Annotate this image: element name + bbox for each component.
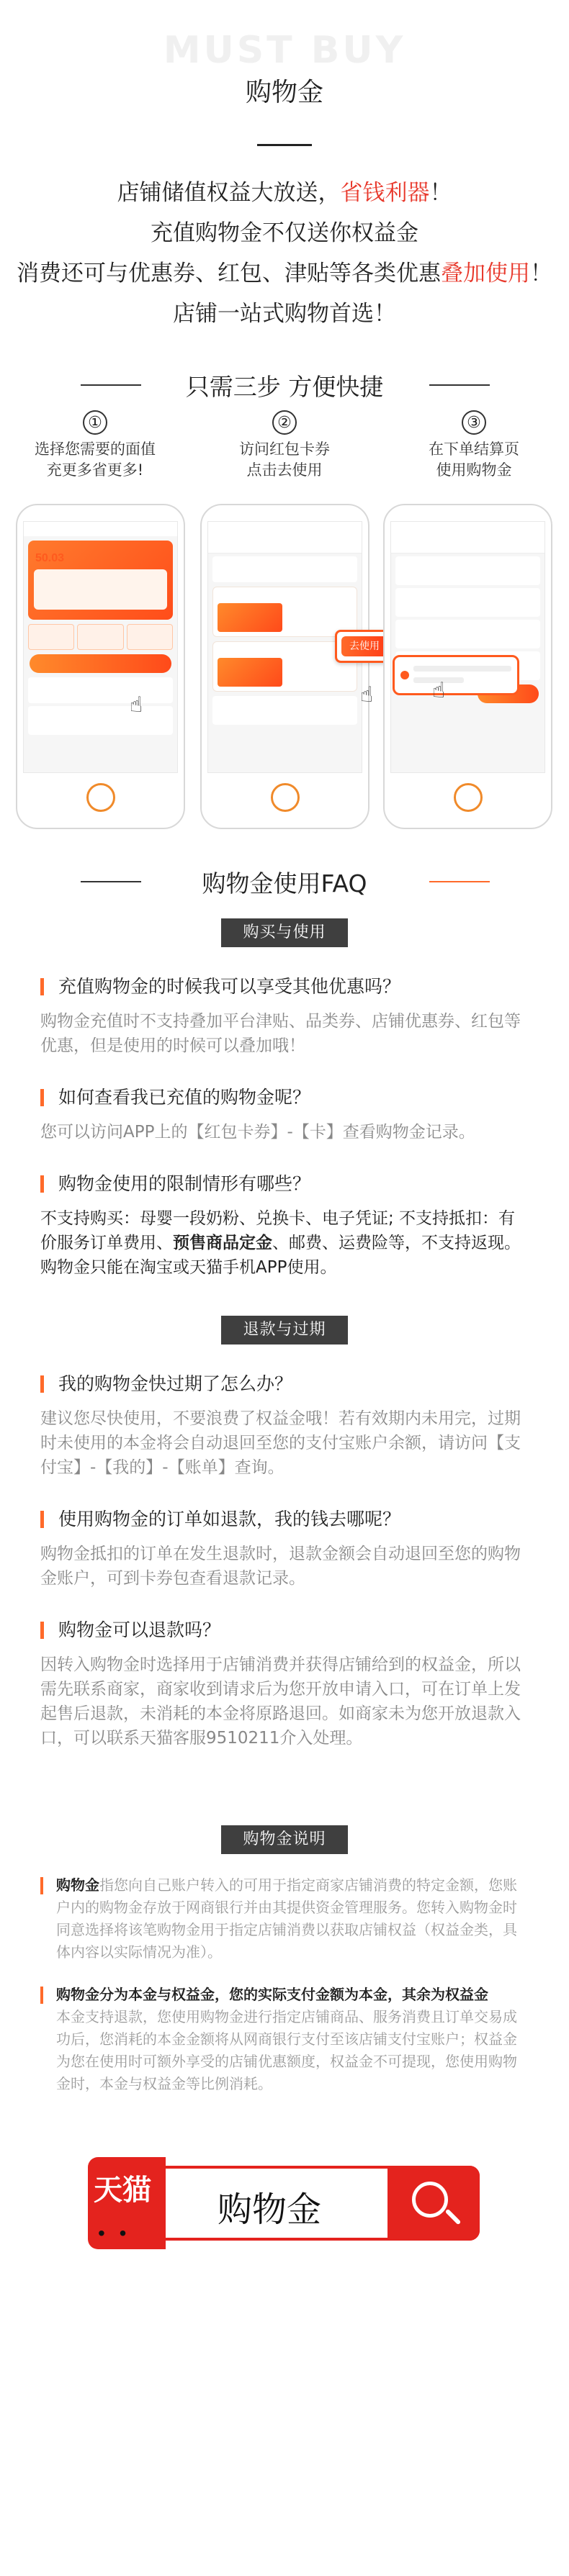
amount-options <box>28 624 173 650</box>
phone-mockup-1 <box>16 504 185 829</box>
home-button-icon <box>454 783 483 812</box>
intro-line-4: 店铺一站式购物首选！ <box>173 301 396 327</box>
coupon-card <box>212 587 357 637</box>
tap-hand-icon: ☝ <box>432 679 446 702</box>
faq-answer: 建议您尽快使用，不要浪费了权益金哦！若有效期内未用完，过期时未使用的本金将会自动退回至您的支付宝账户余额，请访问【支付宝】-【我的】-【账单】查询。 <box>40 1409 521 1477</box>
faq-list-2 <box>0 1372 569 1750</box>
tap-hand-icon: ☝ <box>360 683 374 707</box>
recharge-button <box>30 654 171 673</box>
step-caption: 选择您需要的面值 充更多省更多! <box>35 440 156 479</box>
step-caption: 在下单结算页 使用购物金 <box>429 440 519 479</box>
watermark-text: MUST BUY <box>163 29 406 72</box>
faq-question: 购物金可以退款吗？ <box>40 1618 529 1642</box>
home-button-icon <box>271 783 300 812</box>
step-2 <box>198 410 371 481</box>
faq-list-1 <box>0 975 569 1280</box>
tmall-cat-eyes-icon: • • <box>98 2222 131 2244</box>
faq-section-title: 购物金使用FAQ <box>202 869 367 898</box>
recharge-card <box>28 541 173 620</box>
step-number: ① <box>83 410 107 435</box>
faq-question: 购物金使用的限制情形有哪些？ <box>40 1172 529 1196</box>
use-button: 去使用 <box>341 636 387 656</box>
faq-group-purchase-use: 购买与使用 <box>221 918 347 947</box>
search-icon <box>412 2182 448 2218</box>
faq-question: 使用购物金的订单如退款，我的钱去哪呢？ <box>40 1507 529 1532</box>
faq-section-header <box>0 857 569 907</box>
hero-header <box>0 0 569 173</box>
intro-highlight-1: 省钱利器 <box>340 180 430 206</box>
banner-keyword: 购物金 <box>218 2189 322 2230</box>
steps-area <box>0 410 569 842</box>
faq-answer: 因转入购物金时选择用于店铺消费并获得店铺给到的权益金，所以需先联系商家，商家收到请求后为您开放申请入口，可在订单上发起售后退款，未消耗的本金将原路退回。如商家未为您开放退款入口，可以联系天猫客服9510211介入处理。 <box>40 1655 521 1748</box>
faq-answer-bold: 预售商品定金 <box>173 1234 272 1252</box>
steps-section-header <box>0 360 569 410</box>
title-underline <box>257 144 312 146</box>
explain-item: 购物金分为本金与权益金，您的实际支付金额为本金，其余为权益金 本金支持退款，您使用购物金进行指定店铺商品、服务消费且订单交易成功后，您消耗的本金金额将从网商银行支付至该店铺支付宝账户；权益金为您在使用时可额外享受的店铺优惠额度，权益金不可提现，您使用购物金时，本金与权益金等比例消耗。 <box>40 1984 529 2095</box>
step-number: ③ <box>462 410 486 435</box>
tap-hand-icon: ☝ <box>130 693 143 717</box>
explain-section-title: 购物金说明 <box>221 1825 347 1854</box>
faq-answer: 您可以访问APP上的【红包卡券】-【卡】查看购物金记录。 <box>40 1123 475 1142</box>
faq-answer: 购物金抵扣的订单在发生退款时，退款金额会自动退回至您的购物金账户，可到卡券包查看退款记录。 <box>40 1545 521 1588</box>
divider-right <box>429 384 490 386</box>
tmall-logo <box>88 2157 166 2249</box>
pay-with-balance-callout <box>393 655 519 695</box>
card-amount: 50.03 <box>35 552 65 564</box>
intro-highlight-2: 叠加使用 <box>441 261 530 286</box>
faq-question: 充值购物金的时候我可以享受其他优惠吗？ <box>40 975 529 999</box>
step-number: ② <box>272 410 297 435</box>
intro-line-3: 消费还可与优惠券、红包、津贴等各类优惠叠加使用！ <box>17 261 552 286</box>
phone-screen <box>390 521 545 773</box>
intro-text <box>0 173 569 334</box>
step-3 <box>387 410 560 481</box>
faq-answer: 不支持购买：母婴一段奶粉、兑换卡、电子凭证; 不支持抵扣：有价服务订单费用、预售商品定金、邮费、运费险等，不支持返现。 购物金只能在淘宝或天猫手机APP使用。 <box>40 1209 521 1277</box>
explain-list <box>0 1874 569 2095</box>
tmall-logo-text: 天猫 <box>94 2174 151 2207</box>
search-button[interactable] <box>387 2166 480 2241</box>
faq-group-refund-expire: 退款与过期 <box>221 1316 347 1345</box>
page-title: 购物金 <box>245 78 323 107</box>
faq-answer: 购物金充值时不支持叠加平台津贴、品类券、店铺优惠券、红包等优惠，但是使用的时候可以叠加哦！ <box>40 1012 521 1055</box>
tmall-search-banner[interactable] <box>88 2157 480 2249</box>
divider-right <box>429 881 490 882</box>
step-caption: 访问红包卡券 点击去使用 <box>239 440 330 479</box>
phone-mockup-2 <box>200 504 369 829</box>
checked-radio-icon <box>400 671 409 679</box>
steps-section-title: 只需三步 方便快捷 <box>185 373 384 401</box>
intro-line-2: 充值购物金不仅送你权益金 <box>151 220 418 246</box>
step-1 <box>9 410 182 481</box>
home-button-icon <box>86 783 115 812</box>
faq-question: 我的购物金快过期了怎么办？ <box>40 1372 529 1396</box>
faq-question: 如何查看我已充值的购物金呢？ <box>40 1085 529 1110</box>
intro-line-1: 店铺储值权益大放送，省钱利器！ <box>117 180 452 206</box>
phone-screen <box>23 521 178 773</box>
explain-item: 购物金指您向自己账户转入的可用于指定商家店铺消费的特定金额，您账户内的购物金存放于网商银行并由其提供资金管理服务。您转入购物金时同意选择将该笔购物金用于指定店铺消费以获取店铺权益（权益金类，具体内容以实际情况为准）。 <box>40 1874 529 1963</box>
